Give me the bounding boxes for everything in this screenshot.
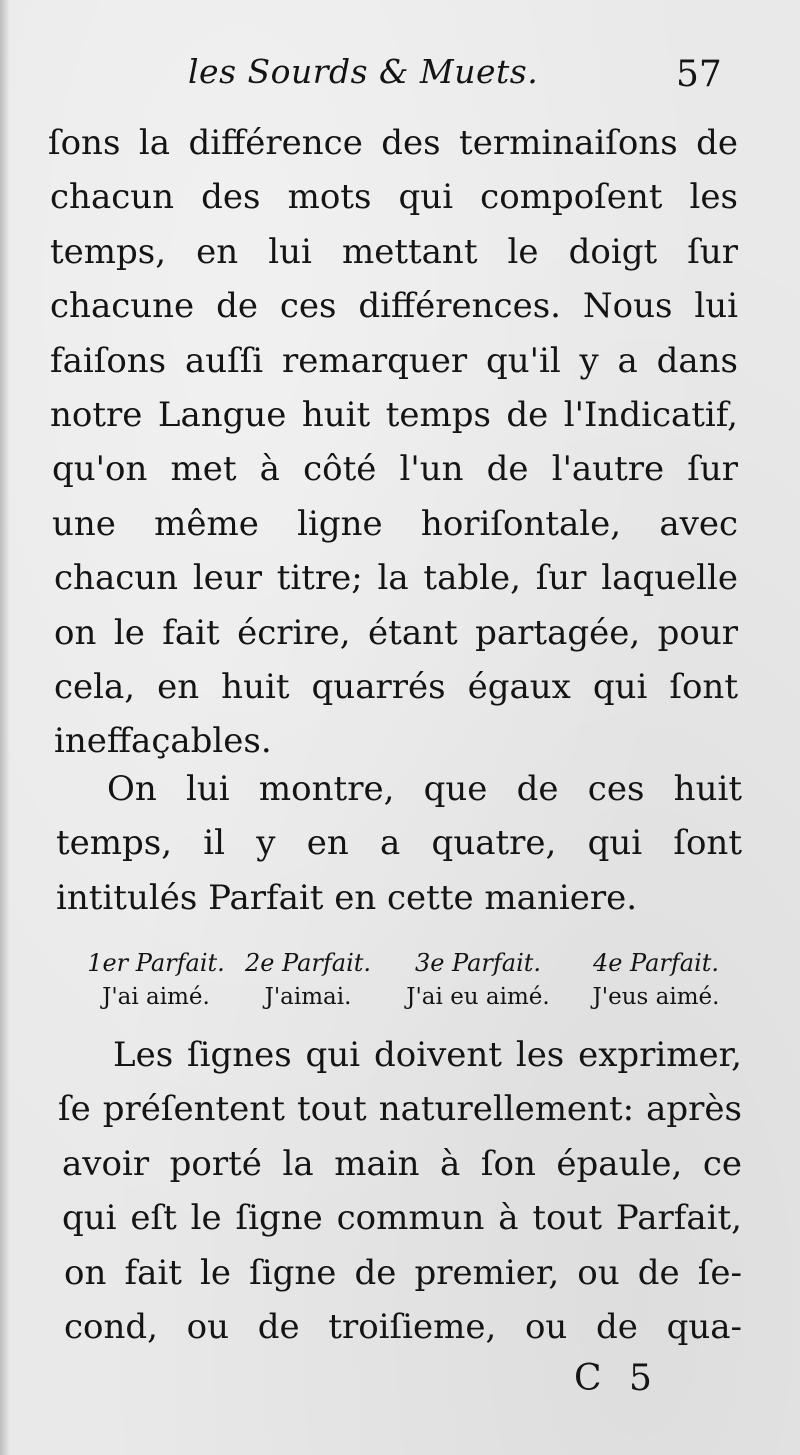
tense-column (224, 946, 392, 1014)
paragraph-2 (52, 762, 742, 925)
text-line: ſe préſentent tout naturellement: après (58, 1089, 742, 1130)
tense-example: J'ai aimé. (102, 984, 210, 1010)
tense-column (394, 946, 562, 1014)
text-line: on le fait écrire, étant partagée, pour (54, 612, 738, 653)
text-line: chacune de ces différences. Nous lui (50, 286, 738, 327)
text-line: qui eſt le ſigne commun à tout Parfait, (62, 1198, 742, 1239)
text-line: ſons la différence des terminaiſons de (48, 123, 738, 163)
text-line: Les ſignes qui doivent les exprimer, (113, 1035, 742, 1075)
text-line: qu'on met à côté l'un de l'autre ſur (52, 449, 738, 490)
tense-title: 2e Parfait. (244, 949, 372, 977)
text-line: temps, en lui mettant le doigt ſur (50, 231, 738, 272)
text-line: cela, en huit quarrés égaux qui ſont (54, 666, 738, 707)
text-line: on fait le ſigne de premier, ou de ſe- (64, 1252, 742, 1293)
tense-example: J'ai eu aimé. (406, 984, 550, 1010)
page-header (0, 52, 800, 102)
signature-mark: C 5 (574, 1358, 660, 1399)
tense-column (572, 946, 740, 1014)
tense-title: 1er Parfait. (87, 949, 225, 977)
text-line: On lui montre, que de ces huit (107, 769, 742, 809)
paragraph-1 (48, 116, 738, 769)
text-line: cond, ou de troiſieme, ou de qua- (64, 1306, 742, 1347)
running-title: les Sourds & Muets. (188, 52, 539, 91)
text-line: temps, il y en a quatre, qui ſont (56, 823, 742, 864)
text-line: faiſons auſſi remarquer qu'il y a dans (50, 340, 738, 381)
text-line: une même ligne horiſontale, avec (52, 503, 738, 544)
tense-example: J'eus aimé. (592, 984, 720, 1010)
text-line: avoir porté la main à ſon épaule, ce (62, 1143, 742, 1184)
text-line: ineffaçables. (54, 721, 272, 762)
text-line: chacun leur titre; la table, ſur laquelle (54, 558, 738, 599)
text-line: intitulés Parfait en cette maniere. (56, 877, 638, 918)
tense-title: 4e Parfait. (592, 949, 720, 977)
tense-title: 3e Parfait. (414, 949, 542, 977)
tense-table (72, 946, 740, 1022)
tense-column (72, 946, 240, 1014)
text-line: notre Langue huit temps de l'Indicatif, (50, 394, 738, 435)
page-number: 57 (676, 54, 722, 95)
tense-example: J'aimai. (264, 984, 352, 1010)
text-line: chacun des mots qui compoſent les (50, 177, 738, 218)
paragraph-3 (58, 1028, 742, 1354)
